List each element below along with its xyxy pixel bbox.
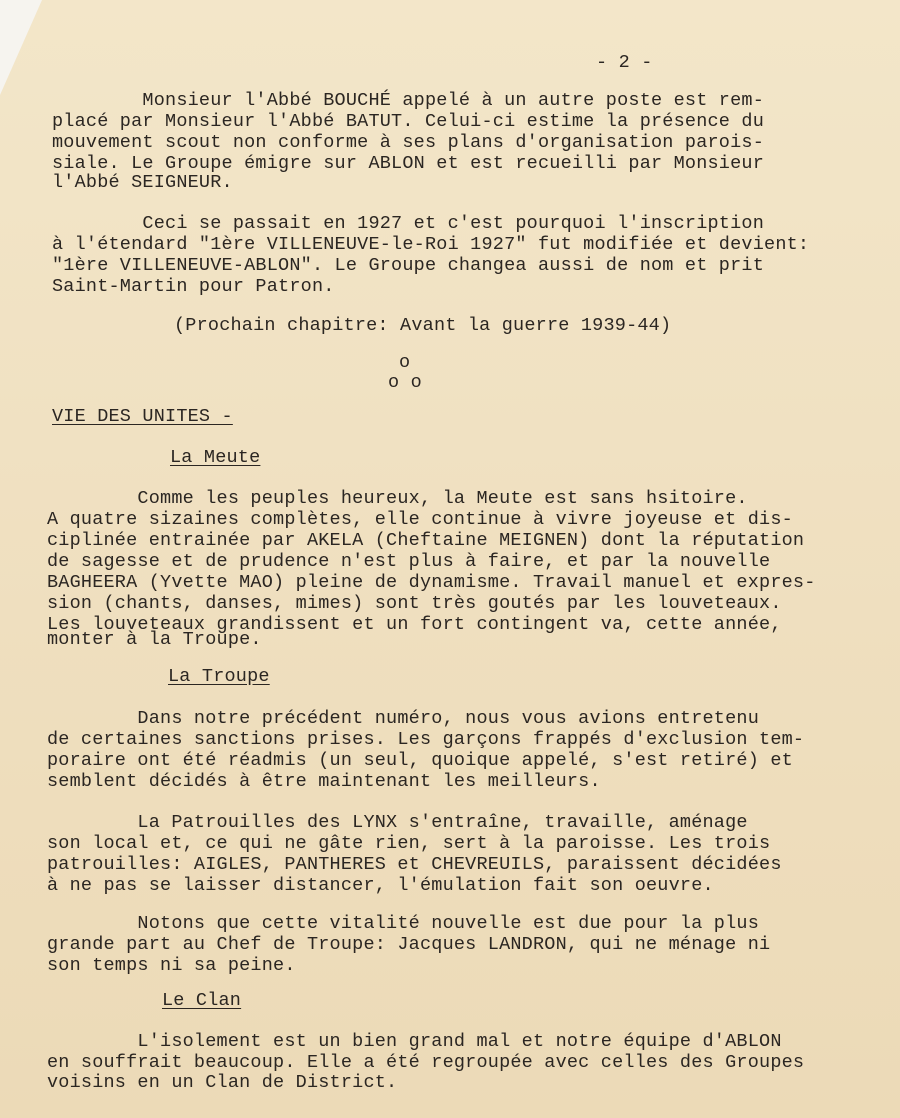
text-line: à ne pas se laisser distancer, l'émulation fait son oeuvre. (47, 875, 714, 896)
text-line: La Patrouilles des LYNX s'entraîne, travaille, aménage (47, 812, 748, 833)
folded-corner (0, 0, 42, 95)
text-line: Dans notre précédent numéro, nous vous avions entretenu (47, 708, 760, 729)
text-line: Comme les peuples heureux, la Meute est sans hsitoire. (47, 488, 748, 509)
text-line: Monsieur l'Abbé BOUCHÉ appelé à un autre poste est rem- (52, 90, 765, 111)
separator-bottom: o o (388, 372, 422, 393)
text-line: placé par Monsieur l'Abbé BATUT. Celui-ci estime la présence du (52, 111, 765, 132)
text-line: siale. Le Groupe émigre sur ABLON et est recueilli par Monsieur (52, 153, 765, 174)
text-line: à l'étendard "1ère VILLENEUVE-le-Roi 1927" fut modifiée et devient: (52, 234, 810, 255)
page-number: - 2 - (596, 52, 653, 73)
text-line: de sagesse et de prudence n'est plus à faire, et par la nouvelle (47, 551, 771, 572)
text-line: Les louveteaux grandissent et un fort contingent va, cette année, (47, 614, 782, 635)
next-chapter-note: (Prochain chapitre: Avant la guerre 1939-44) (174, 315, 672, 336)
meute-heading: La Meute (170, 447, 261, 468)
section-title: VIE DES UNITES - (52, 406, 233, 427)
text-line: Saint-Martin pour Patron. (52, 276, 335, 297)
text-line: Ceci se passait en 1927 et c'est pourquoi l'inscription (52, 213, 765, 234)
text-line: patrouilles: AIGLES, PANTHERES et CHEVREUILS, paraissent décidées (47, 854, 782, 875)
text-line: son local et, ce qui ne gâte rien, sert à la paroisse. Les trois (47, 833, 771, 854)
text-line: en souffrait beaucoup. Elle a été regroupée avec celles des Groupes (47, 1052, 805, 1073)
text-line: L'isolement est un bien grand mal et notre équipe d'ABLON (47, 1031, 782, 1052)
text-line: "1ère VILLENEUVE-ABLON". Le Groupe changea aussi de nom et prit (52, 255, 765, 276)
text-line: ciplinée entrainée par AKELA (Cheftaine MEIGNEN) dont la réputation (47, 530, 805, 551)
text-line: BAGHEERA (Yvette MAO) pleine de dynamisme. Travail manuel et expres- (47, 572, 816, 593)
troupe-heading: La Troupe (168, 666, 270, 687)
text-line: Notons que cette vitalité nouvelle est due pour la plus (47, 913, 760, 934)
text-line: A quatre sizaines complètes, elle continue à vivre joyeuse et dis- (47, 509, 793, 530)
text-line: grande part au Chef de Troupe: Jacques LANDRON, qui ne ménage ni (47, 934, 771, 955)
text-line: son temps ni sa peine. (47, 955, 296, 976)
text-line: l'Abbé SEIGNEUR. (52, 172, 233, 193)
text-line: voisins en un Clan de District. (47, 1072, 398, 1093)
text-line: mouvement scout non conforme à ses plans d'organisation parois- (52, 132, 765, 153)
clan-heading: Le Clan (162, 990, 242, 1011)
text-line: monter à la Troupe. (47, 629, 262, 650)
text-line: sion (chants, danses, mimes) sont très goutés par les louveteaux. (47, 593, 782, 614)
separator-top: o (399, 352, 411, 373)
text-line: de certaines sanctions prises. Les garçons frappés d'exclusion tem- (47, 729, 805, 750)
text-line: semblent décidés à être maintenant les meilleurs. (47, 771, 601, 792)
text-line: poraire ont été réadmis (un seul, quoique appelé, s'est retiré) et (47, 750, 793, 771)
